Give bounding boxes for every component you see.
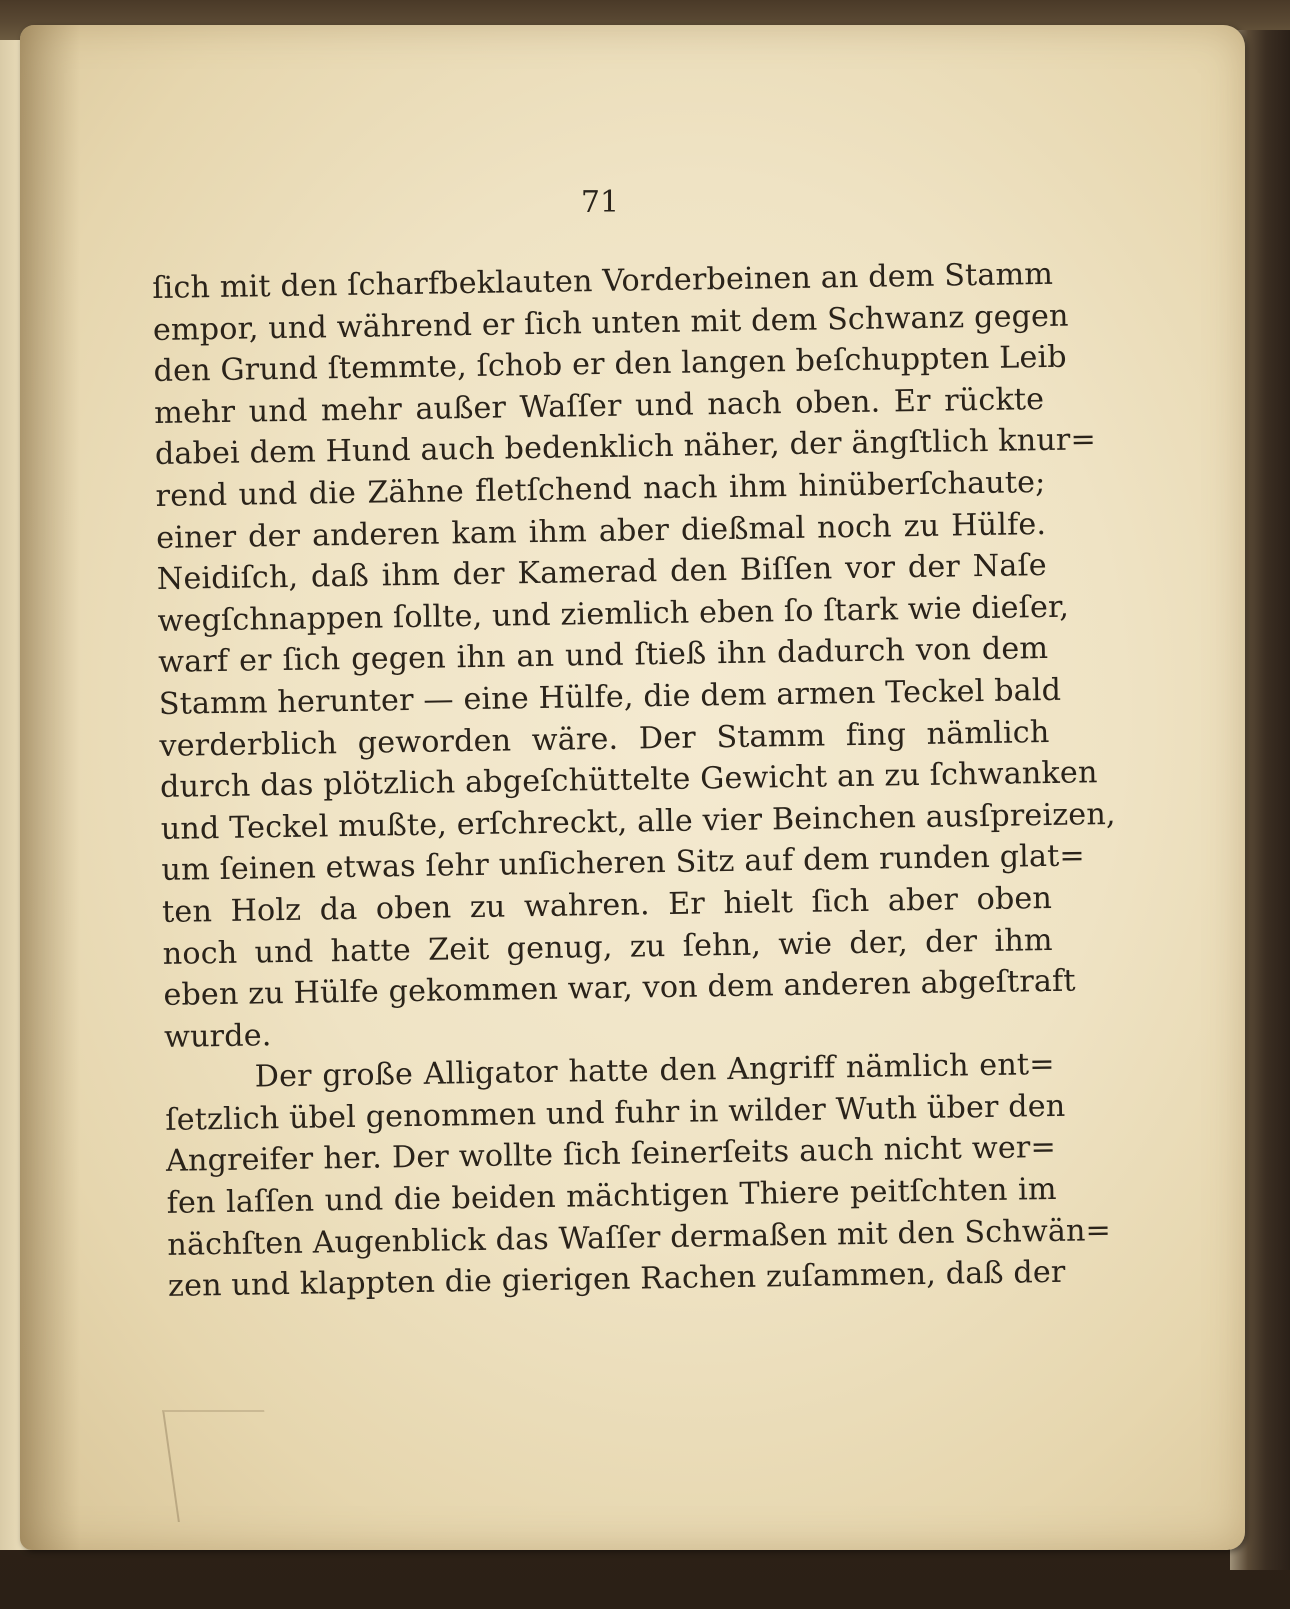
text-line: noch und hatte Zeit genug, zu ſehn, wie der, der ihm: [162, 922, 1053, 972]
text-line: den Grund ſtemmte, ſchob er den langen beſchuppten Leib: [153, 339, 1068, 390]
text-line: um ſeinen etwas ſehr unſicheren Sitz auf dem runden glat=: [161, 838, 1086, 889]
text-line: durch das plötzlich abgeſchüttelte Gewicht an zu ſchwanken: [159, 755, 1098, 806]
text-line: mehr und mehr außer Waſſer und nach oben. Er rückte: [154, 381, 1045, 431]
text-line: verderblich geworden wäre. Der Stamm fing nämlich: [159, 714, 1050, 764]
text-line: ſich mit den ſcharfbeklauten Vorderbeinen an dem Stamm: [152, 256, 1054, 306]
text-line: nächſten Augenblick das Waſſer dermaßen mit den Schwän=: [167, 1212, 1112, 1263]
text-line: Der große Alligator hatte den Angriff nämlich ent=: [254, 1047, 1055, 1095]
text-line: empor, und während er ſich unten mit dem Schwanz gegen: [152, 298, 1069, 348]
text-line: wegſchnappen ſollte, und ziemlich eben ſo ſtark wie dieſer,: [157, 589, 1070, 639]
text-line: warf er ſich gegen ihn an und ſtieß ihn dadurch von dem: [157, 631, 1049, 681]
text-line: Angreifer her. Der wollte ſich ſeinerſeits auch nicht wer=: [165, 1130, 1057, 1180]
text-line: fen laſſen und die beiden mächtigen Thiere peitſchten im: [166, 1171, 1057, 1221]
text-line: wurde.: [163, 1017, 272, 1055]
gutter-shadow: [20, 25, 80, 1550]
text-line: Stamm herunter — eine Hülfe, die dem armen Teckel bald: [158, 672, 1062, 722]
text-line: zen und klappten die gierigen Rachen zuſammen, daß der: [167, 1255, 1066, 1305]
text-line: Neidiſch, daß ihm der Kamerad den Biſſen vor der Naſe: [156, 548, 1048, 598]
body-text: [152, 254, 1116, 1308]
text-line: und Teckel mußte, erſchreckt, alle vier Beinchen ausſpreizen,: [160, 796, 1116, 847]
text-line: einer der anderen kam ihm aber dießmal noch zu Hülfe.: [155, 506, 1047, 556]
text-line: ſetzlich übel genommen und fuhr in wilder Wuth über den: [165, 1088, 1066, 1138]
text-line: dabei dem Hund auch bedenklich näher, der ängſtlich knur=: [154, 422, 1097, 473]
text-line: ten Holz da oben zu wahren. Er hielt ſich aber oben: [161, 880, 1053, 930]
page-corner-fold: [162, 1410, 280, 1522]
text-line: eben zu Hülfe gekommen war, von dem anderen abgeſtraft: [163, 963, 1076, 1014]
page-number: 71: [580, 185, 620, 220]
text-line: rend und die Zähne fletſchend nach ihm hinüberſchaute;: [155, 464, 1046, 514]
